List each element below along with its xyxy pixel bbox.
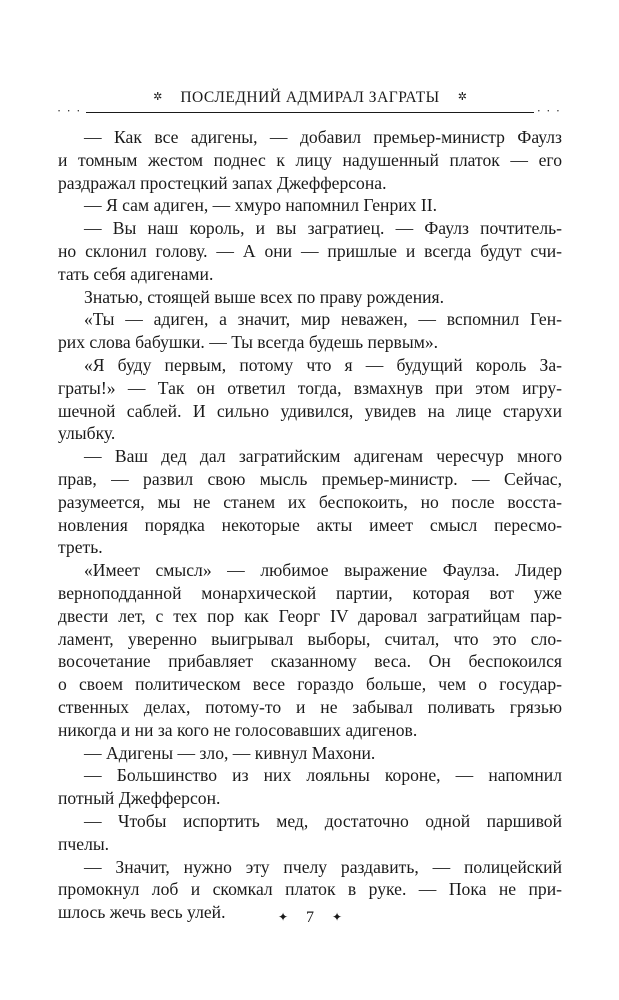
paragraph <box>58 742 562 765</box>
text-line: — Я сам адиген, — хмуро напомнил Генрих II. <box>84 195 437 216</box>
text-line: верноподданной монархической партии, которая вот уже <box>58 582 562 603</box>
paragraph <box>58 764 562 810</box>
text-line: шлось жечь весь улей. <box>58 902 226 923</box>
text-line: рих слова бабушки. — Ты всегда будешь первым». <box>58 332 439 353</box>
text-line: треть. <box>58 537 103 558</box>
header-rule <box>58 110 562 116</box>
text-line: раздражал простецкий запах Джефферсона. <box>58 172 387 193</box>
text-line: разумеется, мы не станем их беспокоить, но после восста- <box>58 491 562 512</box>
page-footer <box>58 906 562 929</box>
text-line: но склонил голову. — А они — пришлые и всегда будут счи- <box>58 240 562 261</box>
text-line: новления порядка некоторые акты имеет смысл пересмо- <box>58 514 562 535</box>
page-number: 7 <box>306 909 314 926</box>
paragraph <box>58 445 562 559</box>
paragraph <box>58 354 562 445</box>
text-line: — Как все адигены, — добавил премьер-министр Фаулз <box>84 127 562 147</box>
paragraph <box>58 308 562 354</box>
page-body-text <box>58 126 562 924</box>
text-line: потный Джефферсон. <box>58 788 221 809</box>
text-line: «Имеет смысл» — любимое выражение Фаулза. Лидер <box>84 560 562 581</box>
text-line: — Чтобы испортить мед, достаточно одной паршивой <box>84 810 562 831</box>
footer-star-left-icon: ✦ <box>277 910 288 924</box>
text-line: улыбку. <box>58 423 116 444</box>
text-line: восочетание прибавляет сказанному веса. Он беспокоился <box>58 651 562 672</box>
paragraph <box>58 126 562 194</box>
paragraph <box>58 559 562 741</box>
text-line: ственных делах, потому-то и не забывал поливать грязью <box>58 696 562 717</box>
paragraph <box>58 194 562 217</box>
header-ornament-right-icon: ✲ <box>457 91 467 103</box>
text-line: пчелы. <box>58 833 110 854</box>
rule-dots-left-icon: • • • <box>58 109 83 115</box>
rule-dots-right-icon: • • • <box>537 109 562 115</box>
header-ornament-left-icon: ✲ <box>153 91 163 103</box>
text-line: — Значит, нужно эту пчелу раздавить, — полицейский <box>84 856 562 877</box>
text-line: шечной саблей. И сильно удивился, увидев на лице старухи <box>58 400 562 421</box>
text-line: «Ты — адиген, а значит, мир неважен, — вспомнил Ген- <box>84 309 562 330</box>
text-line: Знатью, стоящей выше всех по праву рождения. <box>84 286 445 307</box>
text-line: никогда и ни за кого не голосовавших адигенов. <box>58 719 418 740</box>
text-line: ламент, уверенно выигрывал выборы, считал, что это сло- <box>58 628 562 649</box>
text-line: «Я буду первым, потому что я — будущий король За- <box>84 354 562 375</box>
text-line: — Большинство из них лояльны короне, — напомнил <box>84 765 562 786</box>
text-line: — Вы наш король, и вы загратиец. — Фаулз почтитель- <box>84 218 562 239</box>
text-line: тать себя адигенами. <box>58 263 214 284</box>
text-line: и томным жестом поднес к лицу надушенный платок — его <box>58 149 562 170</box>
text-line: — Адигены — зло, — кивнул Махони. <box>84 742 376 763</box>
text-line: граты!» — Так он ответил тогда, взмахнув при этом игру- <box>58 377 562 398</box>
text-line: прав, — развил свою мысль премьер-министр. — Сейчас, <box>58 468 562 489</box>
running-header-title: ПОСЛЕДНИЙ АДМИРАЛ ЗАГРАТЫ <box>180 89 440 106</box>
text-line: — Ваш дед дал загратийским адигенам чересчур много <box>84 446 562 467</box>
paragraph <box>58 810 562 856</box>
header-rule-line <box>86 112 534 113</box>
paragraph <box>58 286 562 309</box>
text-line: о своем политическом весе гораздо больше, чем о государ- <box>58 674 562 695</box>
text-line: промокнул лоб и скомкал платок в руке. — Пока не при- <box>58 879 562 900</box>
paragraph <box>58 217 562 285</box>
text-line: двести лет, с тех пор как Георг IV даровал загратийцам пар- <box>58 605 562 626</box>
footer-star-right-icon: ✦ <box>332 910 343 924</box>
running-header <box>58 86 562 110</box>
